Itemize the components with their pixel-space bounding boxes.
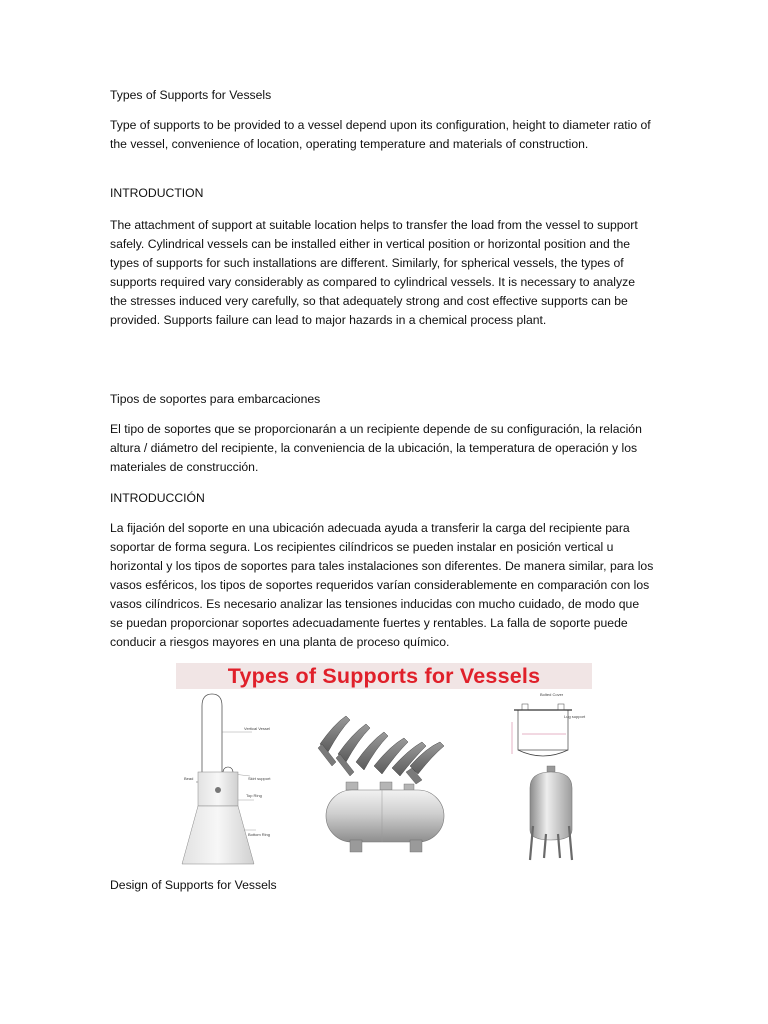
intro-es: El tipo de soportes que se proporcionarán a un recipiente depende de su configuración, la relación altura / diámetro del recipiente, la conveniencia de la ubicación, la temperatura de operación y los materiales de construcción. — [110, 422, 642, 474]
vessel-supports-figure — [172, 660, 596, 866]
title-es: Tipos de soportes para embarcaciones — [110, 392, 321, 406]
body-es: La fijación del soporte en una ubicación adecuada ayuda a transferir la carga del recipiente para soportar de forma segura. Los recipientes cilíndricos se pueden instalar en posición vertical u horizontal y los tipos de soportes para tales instalaciones son diferentes. De manera similar, para los vasos esféricos, los tipos de soportes requeridos varían considerablemente en comparación con los vasos cilíndricos. Es necesario analizar las tensiones inducidas con mucho cuidado, de modo que se puedan proporcionar soportes adecuadamente fuertes y rentables. La falla de soporte puede conducir a riesgos mayores en una planta de proceso químico. — [110, 521, 654, 649]
title-en: Types of Supports for Vessels — [110, 88, 272, 102]
horizontal-vessel-image — [306, 778, 464, 858]
body-en: The attachment of support at suitable location helps to transfer the load from the vessel to support safely. Cylindrical vessels can be installed either in vertical position or horizontal position and the types of supports for such installations are different. Similarly, for spherical vessels, the types of supports required vary considerably as compared to cylindrical vessels. It is necessary to analyze the stresses induced very carefully, so that adequately strong and cost effective supports can be provided. Supports failure can lead to major hazards in a chemical process plant. — [110, 218, 638, 327]
heading-introduction: INTRODUCTION — [110, 186, 204, 200]
saddle-supports-image — [310, 696, 450, 786]
skirt-detail-diagram — [180, 770, 288, 866]
figure-title: Types of Supports for Vessels — [176, 663, 592, 689]
label-lug-support: Lug support — [564, 714, 586, 719]
label-bolted-cover: Bolted Cover — [540, 692, 564, 697]
leg-supported-vessel-image — [516, 764, 586, 864]
intro-en: Type of supports to be provided to a vessel depend upon its configuration, height to diameter ratio of the vessel, convenience of location, operating temperature and materials of construction. — [110, 118, 651, 151]
label-vertical-vessel: Vertical Vessel — [244, 726, 271, 731]
label-skirt-support: Skirt support — [248, 776, 271, 781]
label-bottom-ring: Bottom Ring — [248, 832, 271, 837]
heading-introduccion: INTRODUCCIÓN — [110, 491, 205, 505]
design-heading: Design of Supports for Vessels — [110, 878, 277, 892]
label-bead: Bead — [184, 776, 194, 781]
label-top-ring: Top Ring — [246, 793, 262, 798]
